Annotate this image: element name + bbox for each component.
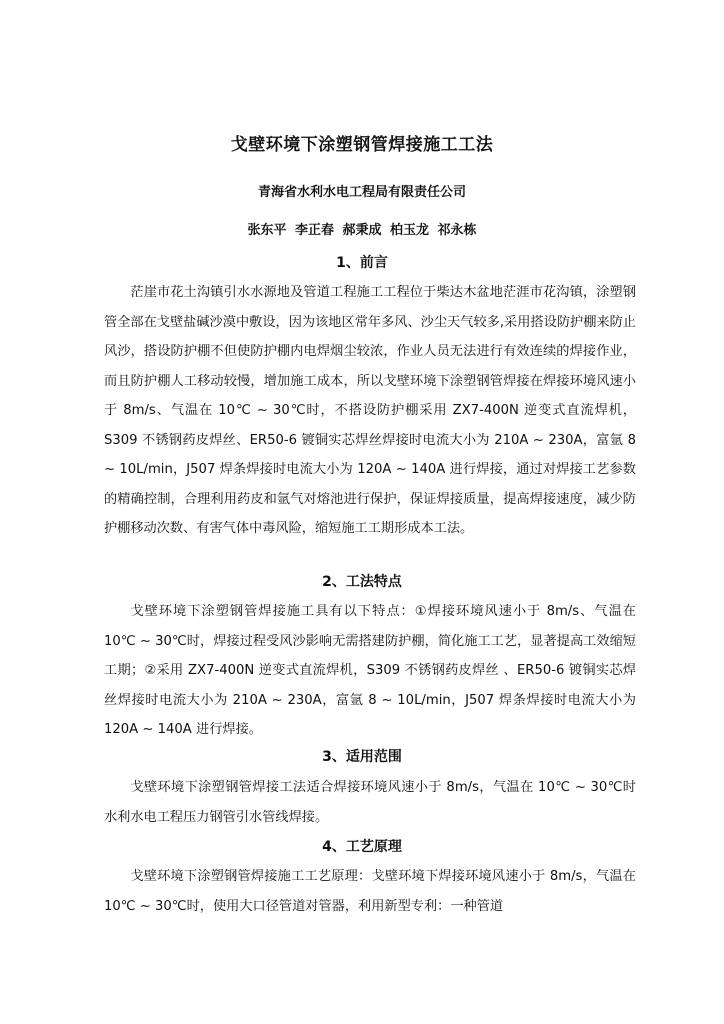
- section-heading-preface: 1、前言: [336, 255, 388, 271]
- author-list: 张东平 李正春 郝秉成 柏玉龙 祁永栋: [247, 223, 477, 238]
- section-paragraph-preface: 茫崖市花土沟镇引水水源地及管道工程施工工程位于柴达木盆地茫涯市花沟镇，涂塑钢管全部在戈壁盐碱沙漠中敷设，因为该地区常年多风、沙尘天气较多,采用搭设防护棚来防止风沙，搭设防护棚不但使防护棚内电焊烟尘较浓，作业人员无法进行有效连续的焊接作业，而且防护棚人工移动较慢，增加施工成本，所以戈壁环境下涂塑钢管焊接在焊接环境风速小于 8m/s、气温在 10℃ ~ 30℃时，不搭设防护棚采用 ZX7-400N 逆变式直流焊机，S309 不锈钢药皮焊丝、ER50-6 镀铜实芯焊丝焊接时电流大小为 210A ~ 230A，富氩 8 ~ 10L/min，J507 焊条焊接时电流大小为 120A ~ 140A 进行焊接，通过对焊接工艺参数的精确控制，合理利用药皮和氩气对熔池进行保护，保证焊接质量，提高焊接速度，减少防护棚移动次数、有害气体中毒风险，缩短施工工期形成本工法。: [104, 285, 636, 536]
- document-title: 戈壁环境下涂塑钢管焊接施工工法: [230, 135, 494, 155]
- section-heading-principle: 4、工艺原理: [322, 839, 402, 855]
- organization-name: 青海省水利水电工程局有限责任公司: [257, 185, 466, 200]
- section-paragraph-scope: 戈壁环境下涂塑钢管焊接工法适合焊接环境风速小于 8m/s，气温在 10℃ ~ 30℃时水利水电工程压力钢管引水管线焊接。: [104, 780, 636, 825]
- section-paragraph-principle: 戈壁环境下涂塑钢管焊接施工工艺原理：戈壁环境下焊接环境风速小于 8m/s，气温在 10℃ ~ 30℃时，使用大口径管道对管器，利用新型专利：一种管道: [104, 869, 636, 914]
- section-heading-features: 2、工法特点: [322, 574, 402, 590]
- section-heading-scope: 3、适用范围: [322, 749, 402, 765]
- section-paragraph-features: 戈壁环境下涂塑钢管焊接施工具有以下特点：①焊接环境风速小于 8m/s、气温在 10℃ ~ 30℃时，焊接过程受风沙影响无需搭建防护棚，简化施工工艺，显著提高工效缩短工期；②采用 ZX7-400N 逆变式直流焊机，S309 不锈钢药皮焊丝 、ER50-6 镀铜实芯焊丝焊接时电流大小为 210A ~ 230A，富氩 8 ~ 10L/min，J507 焊条焊接时电流大小为 120A ~ 140A 进行焊接。: [104, 604, 636, 737]
